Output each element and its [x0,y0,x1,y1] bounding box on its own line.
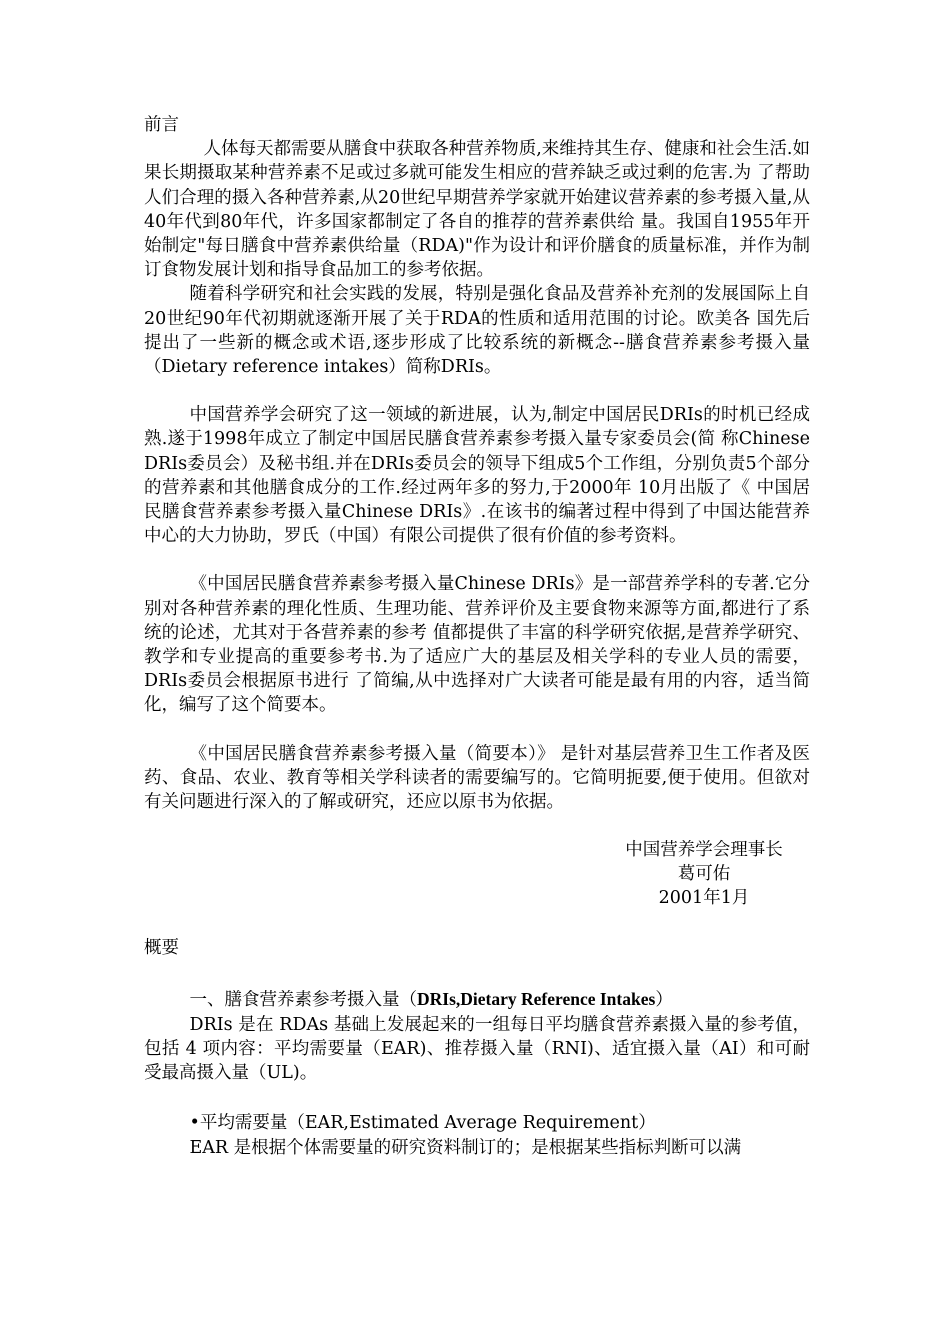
section-1-paragraph: DRIs 是在 RDAs 基础上发展起来的一组每日平均膳食营养素摄入量的参考值，包括 4 项内容：平均需要量（EAR)、推荐摄入量（RNI)、适宜摄入量（AI）和可耐受最高摄入量（UL)。 [144,1014,810,1084]
preface-paragraph-5: 《中国居民膳食营养素参考摄入量（简要本）》 是针对基层营养卫生工作者及医药、食品、农业、教育等相关学科读者的需要编写的。它简明扼要,便于使用。但欲对有关问题进行深入的了解或研究，还应以原书为依据。 [144,743,810,813]
signature-name: 葛可佑 [677,864,731,885]
section-1-suffix: ） [655,990,673,1011]
ear-title: •平均需要量（EAR,Estimated Average Requirement） [189,1113,656,1134]
preface-paragraph-3: 中国营养学会研究了这一领域的新进展，认为,制定中国居民DRIs的时机已经成熟.遂于1998年成立了制定中国居民膳食营养素参考摄入量专家委员会(简 称Chinese DRIs委员会）及秘书组.并在DRIs委员会的领导下组成5个工作组，分别负责5个部分的营养素和其他膳食成分的工作.经过两年多的努力,于2000年 10月出版了《 中国居民膳食营养素参考摄入量Chinese DRIs》.在该书的编著过程中得到了中国达能营养中心的大力协助，罗氏（中国）有限公司提供了很有价值的参考资料。 [144,405,810,547]
ear-paragraph: EAR 是根据个体需要量的研究资料制订的；是根据某些指标判断可以满 [189,1137,742,1158]
preface-paragraph-1: 人体每天都需要从膳食中获取各种营养物质,来维持其生存、健康和社会生活.如果长期摄取某种营养素不足或过多就可能发生相应的营养缺乏或过剩的危害.为 了帮助人们合理的摄入各种营养素,从20世纪早期营养学家就开始建议营养素的参考摄入量,从40年代到80年代，许多国家都制定了各自的推荐的营养素供给 量。我国自1955年开始制定"每日膳食中营养素供给量（RDA)"作为设计和评价膳食的质量标准，并作为制订食物发展计划和指导食品加工的参考依据。 [144,139,810,281]
preface-title: 前言 [144,115,179,135]
signature-organization: 中国营养学会理事长 [625,840,783,861]
section-1-prefix: 一、膳食营养素参考摄入量（ [189,990,417,1011]
preface-paragraph-4: 《中国居民膳食营养素参考摄入量Chinese DRIs》是一部营养学科的专著.它分别对各种营养素的理化性质、生理功能、营养评价及主要食物来源等方面,都进行了系统的论述，尤其对于各营养素的参考 值都提供了丰富的科学研究依据,是营养学研究、教学和专业提高的重要参考书.为了适应广大的基层及相关学科的专业人员的需要，DRIs委员会根据原书进行 了简编,从中选择对广大读者可能是最有用的内容，适当简化，编写了这个简要本。 [144,574,810,716]
section-1-title [190,987,811,1012]
overview-title: 概要 [144,938,179,959]
signature-block [594,838,814,910]
document-page [144,113,810,1160]
preface-paragraph-2: 随着科学研究和社会实践的发展，特别是强化食品及营养补充剂的发展国际上自20世纪90年代初期就逐渐开展了关于RDA的性质和适用范围的讨论。欧美各 国先后提出了一些新的概念或术语,逐步形成了比较系统的新概念--膳食营养素参考摄入量（Dietary reference intakes）简称DRIs。 [144,284,810,378]
signature-date: 2001年1月 [658,888,750,909]
section-1-term: DRIs,Dietary Reference Intakes [417,989,656,1010]
